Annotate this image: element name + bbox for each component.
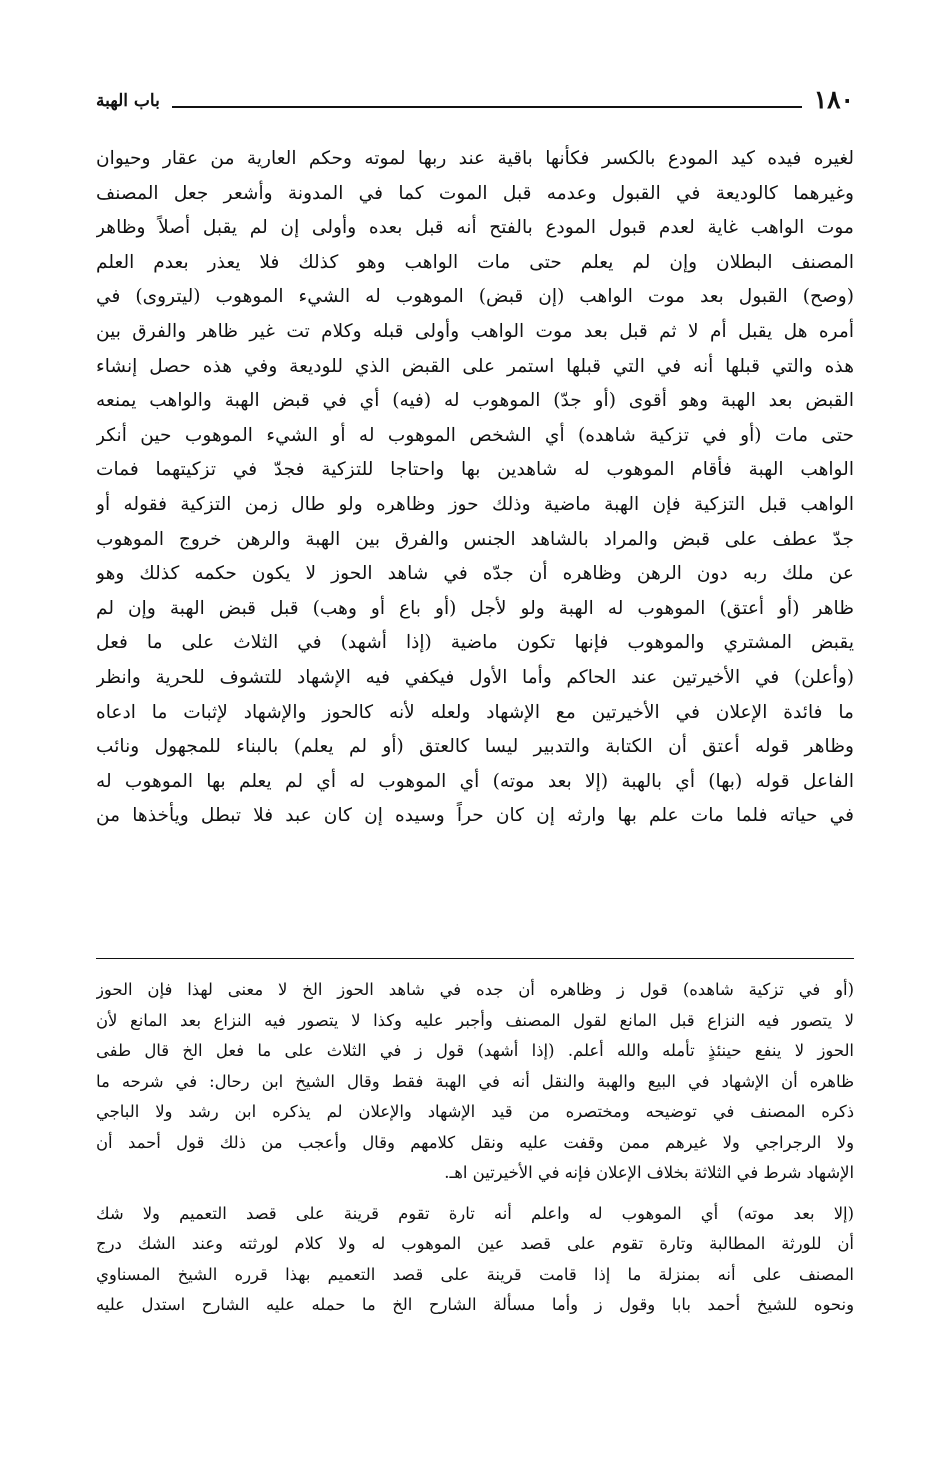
text-line: وغيرهما كالوديعة في القبول وعدمه قبل الموت كما في المدونة وأشعر جعل المصنف <box>96 182 854 204</box>
text-line: ظاهر (أو أعتق) الموهوب له الهبة ولو لأجل (أو باع أو وهب) قبل قبض الهبة وإن لم <box>96 597 854 619</box>
note-line: الإشهاد شرط في الثلاثة بخلاف الإعلان فإنه في الأخيرتين اهـ. <box>444 1163 854 1182</box>
note-line: ونحوه للشيخ أحمد بابا وقول ز وأما مسألة الشارح الخ ما حمله عليه الشارح استدل عليه <box>96 1295 854 1314</box>
paragraph-gap <box>96 1189 854 1199</box>
text-line: الواهب قبل التزكية فإن الهبة ماضية وذلك حوز وظاهره ولو طال زمن التزكية فقوله أو <box>96 493 854 515</box>
text-line: هذه والتي قبلها أنه في التي قبلها استمر على القبض الذي للوديعة وفي هذه حصل إنشاء <box>96 355 854 377</box>
note-line: لا يتصور فيه النزاع قبل المانع لقول المصنف وأجبر عليه وكذا لا يتصور فيه النزاع بعد المانع لأن <box>96 1010 854 1030</box>
footnotes <box>96 975 854 1321</box>
page-header <box>96 84 854 114</box>
text-line: حتى مات (أو في تزكية شاهده) أي الشخص الموهوب له أو الشيء الموهوب حين أنكر <box>96 424 854 446</box>
text-line: يقبض المشتري والموهوب فإنها تكون ماضية (إذا أشهد) في الثلاث على ما فعل <box>96 632 854 654</box>
note-line: الحوز لا ينفع حينئذٍ تأمله والله أعلم. (إذا أشهد) قول ز في الثلاث على ما فعل الخ قال طفى <box>96 1041 854 1060</box>
text-line: جدّ عطف على قبض والمراد بالشاهد الجنس والفرق بين الهبة والرهن خروج الموهوب <box>96 528 854 550</box>
text-line: (وأعلن) في الأخيرتين عند الحاكم وأما الأول فيكفي فيه الإشهاد للتشوف للحرية وانظر <box>96 666 854 688</box>
text-line: الواهب الهبة فأقام الموهوب له شاهدين بها واحتاجا للتزكية فجدّ في تزكيتهما فمات <box>96 459 854 481</box>
text-line: لغيره فيده كيد المودع بالكسر فكأنها باقية عند ربها لموته وحكم العارية من عقار وحيوان <box>96 148 854 169</box>
text-line: القبض بعد الهبة وهو أقوى (أو جدّ) الموهوب له (فيه) أي في قبض الهبة والواهب يمنعه <box>96 390 854 412</box>
footnote-separator <box>96 958 854 959</box>
note-line: (إلا بعد موته) أي الموهوب له واعلم أنه تارة تقوم قرينة على قصد التعميم ولا شك <box>96 1203 854 1223</box>
main-text <box>96 142 854 834</box>
text-line: المصنف البطلان وإن لم يعلم حتى مات الواهب وهو كذلك فلا يعذر بعدم العلم <box>96 251 854 273</box>
header-rule <box>172 106 802 108</box>
note-line: (أو في تزكية شاهده) قول ز وظاهره أن جده في شاهد الحوز الخ لا معنى لهذا فإن الحوز <box>96 980 854 999</box>
note-line: ولا الرجراجي ولا غيرهم ممن وقفت عليه ونقل كلامهم وقال وأعجب من ذلك قول أحمد أن <box>96 1132 854 1152</box>
text-line: في حياته فلما مات علم بها وارثه إن كان حراً وسيده إن كان عبد فلا تبطل ويأخذها من <box>96 805 854 827</box>
note-line: أن للورثة المطالبة وتارة تقوم على قصد عين الموهوب له ولا كلام لورثته وعند الشك درج <box>96 1234 854 1253</box>
text-line: (وصح) القبول بعد موت الواهب (إن قبض) الموهوب له الشيء الموهوب (ليتروى) في <box>96 286 854 308</box>
note-line: ظاهره أن الإشهاد في البيع والهبة والنقل أنه في الهبة فقط وقال الشيخ ابن رحال: في شرحه ما <box>96 1071 854 1091</box>
text-line: الفاعل قوله (بها) أي بالهبة (إلا بعد موته) أي الموهوب له أي لم يعلم بها الموهوب له <box>96 770 854 792</box>
note-line: ذكره المصنف في توضيحه ومختصره من قيد الإشهاد والإعلان لم يذكره ابن رشد ولا الباجي <box>96 1102 854 1121</box>
text-line: عن ملك ربه دون الرهن وظاهره أن جدّه في شاهد الحوز لا يكون حكمه كذلك وهو <box>96 563 854 585</box>
text-line: موت الواهب غاية لعدم قبول المودع بالفتح أنه قبل بعده وأولى إن لم يقبل أصلاً وظاهر <box>96 217 854 239</box>
note-line: المصنف على أنه بمنزلة ما إذا قامت قرينة على قصد التعميم بهذا قرره الشيخ المسناوي <box>96 1264 854 1284</box>
text-line: أمره هل يقبل أم لا ثم قبل بعد موت الواهب وأولى قبله وكلام تت غير ظاهر والفرق بين <box>96 320 854 342</box>
chapter-title: باب الهبة <box>96 91 160 111</box>
text-line: ما فائدة الإعلان في الأخيرتين مع الإشهاد ولعله لأنه كالحوز والإشهاد لإثبات ما ادعاه <box>96 701 854 723</box>
text-line: وظاهر قوله أعتق أن الكتابة والتدبير ليسا كالعتق (أو لم يعلم) بالبناء للمجهول ونائب <box>96 736 854 758</box>
page-number: ١٨٠ <box>813 85 854 114</box>
